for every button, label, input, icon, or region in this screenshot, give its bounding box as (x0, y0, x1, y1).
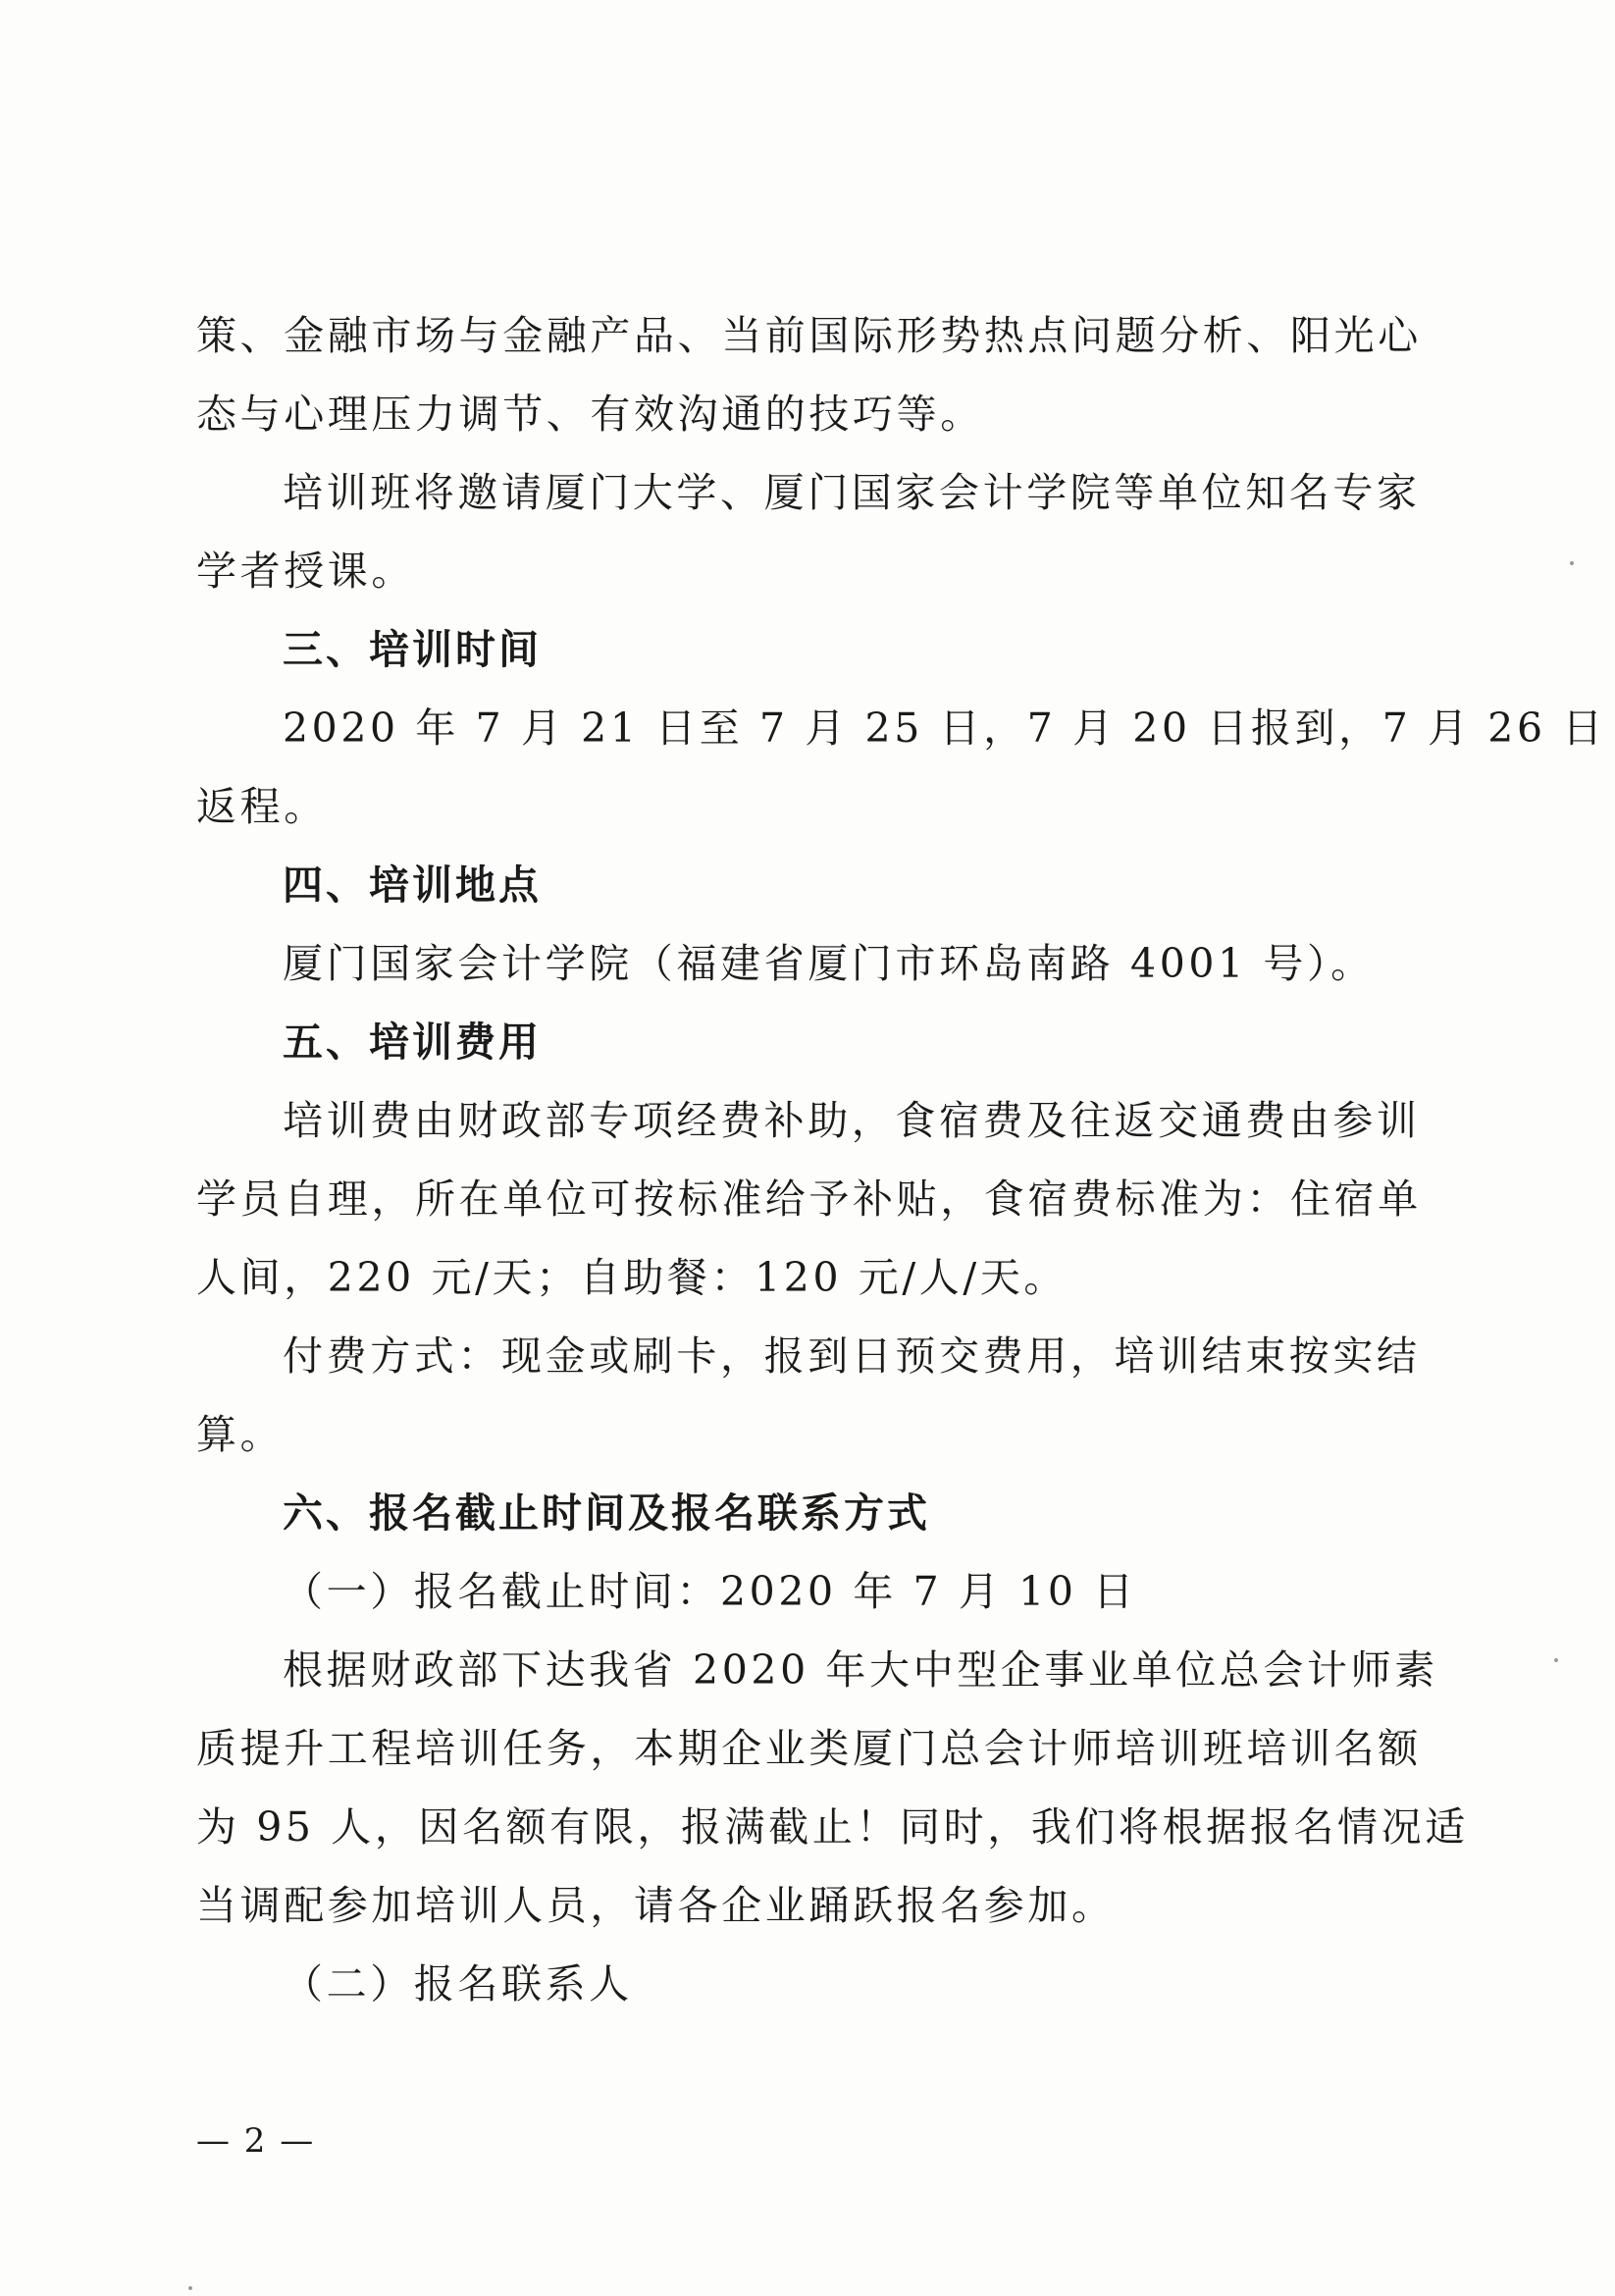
scan-speck (1570, 561, 1574, 565)
paragraph-line: 返程。 (196, 783, 328, 830)
section-heading-time: 三、培训时间 (283, 626, 542, 673)
paragraph-line: 为 95 人，因名额有限，报满截止！同时，我们将根据报名情况适 (196, 1803, 1469, 1851)
subsection-heading-deadline: （一）报名截止时间：2020 年 7 月 10 日 (283, 1568, 1137, 1615)
paragraph-line: 根据财政部下达我省 2020 年大中型企事业单位总会计师素 (283, 1646, 1438, 1694)
paragraph-line: 态与心理压力调节、有效沟通的技巧等。 (196, 391, 984, 438)
page-number: — 2 — (196, 2121, 316, 2161)
paragraph-line: 学者授课。 (196, 548, 415, 595)
paragraph-line: 算。 (196, 1411, 285, 1458)
paragraph-line: 培训费由财政部专项经费补助，食宿费及往返交通费由参训 (283, 1097, 1421, 1144)
scan-speck (188, 2286, 192, 2290)
document-body (196, 296, 1606, 2023)
section-heading-registration: 六、报名截止时间及报名联系方式 (283, 1489, 930, 1537)
paragraph-line: 人间，220 元/天；自助餐：120 元/人/天。 (196, 1254, 1068, 1301)
paragraph-line: 质提升工程培训任务，本期企业类厦门总会计师培训班培训名额 (196, 1725, 1422, 1772)
paragraph-line: 学员自理，所在单位可按标准给予补贴，食宿费标准为：住宿单 (196, 1175, 1422, 1223)
section-heading-location: 四、培训地点 (283, 861, 542, 909)
paragraph-line: 当调配参加培训人员，请各企业踊跃报名参加。 (196, 1882, 1116, 1929)
section-heading-fees: 五、培训费用 (283, 1018, 542, 1066)
paragraph-line: 2020 年 7 月 21 日至 7 月 25 日，7 月 20 日报到，7 月 26 日 (283, 704, 1606, 752)
paragraph-line: 培训班将邀请厦门大学、厦门国家会计学院等单位知名专家 (283, 469, 1421, 516)
paragraph-line: 厦门国家会计学院（福建省厦门市环岛南路 4001 号）。 (283, 940, 1375, 987)
scan-speck (1554, 1658, 1558, 1662)
paragraph-line: 付费方式：现金或刷卡，报到日预交费用，培训结束按实结 (283, 1332, 1421, 1380)
subsection-heading-contact: （二）报名联系人 (283, 1960, 633, 2008)
paragraph-line: 策、金融市场与金融产品、当前国际形势热点问题分析、阳光心 (196, 312, 1422, 359)
